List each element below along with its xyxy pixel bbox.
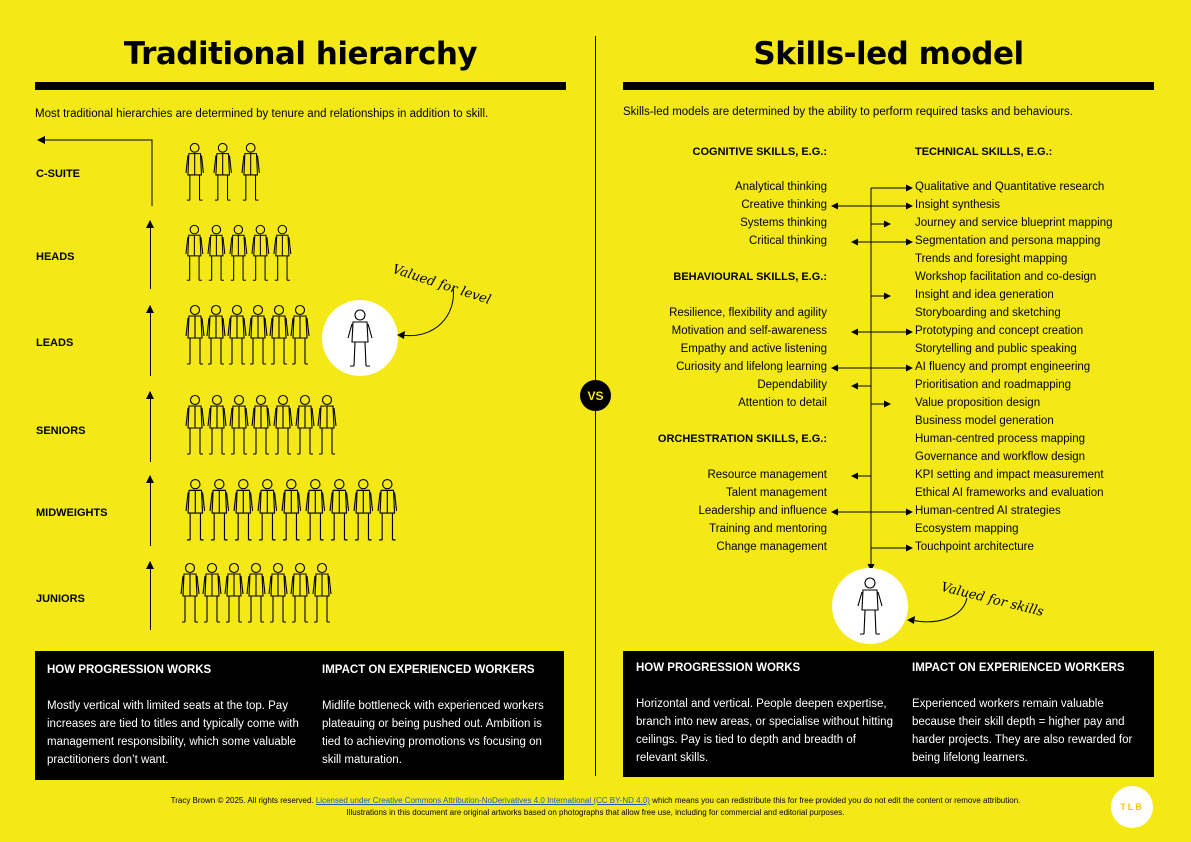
technical-skill-item: Journey and service blueprint mapping	[915, 217, 1113, 229]
footer	[0, 796, 1191, 805]
technical-skill-item: Touchpoint architecture	[915, 541, 1034, 553]
skill-resource-management: Resource management	[707, 469, 827, 481]
footer-license-note: which means you can redistribute this for free provided you do not edit the content or remove attribution.	[652, 796, 1021, 805]
skill-empathy: Empathy and active listening	[680, 343, 827, 355]
level-arrow-leads	[150, 306, 151, 376]
right-panel-text-impact: Experienced workers remain valuable because their skill depth = higher pay and harder projects. They are also rewarded for being lifelong learners.	[912, 698, 1133, 764]
left-panel-text-impact: Midlife bottleneck with experienced workers plateauing or being pushed out. Ambition is tied to achieving promotions vs focusing on skill maturation.	[322, 700, 544, 766]
level-juniors: JUNIORS	[36, 593, 85, 605]
technical-skill-item: Workshop facilitation and co-design	[915, 271, 1097, 283]
footer-illustration-note: Illustrations in this document are original artworks based on photographs that allow free use, including for commercial and editorial purposes.	[346, 808, 845, 817]
level-c-suite: C-SUITE	[36, 168, 80, 180]
people-illustration-leads	[185, 302, 315, 372]
left-title-rule	[35, 82, 566, 90]
level-seniors: SENIORS	[36, 425, 86, 437]
people-illustration-c-suite	[185, 140, 275, 208]
right-panel-heading-progression: HOW PROGRESSION WORKS	[636, 662, 801, 674]
person-figure	[186, 396, 204, 455]
skill-motivation: Motivation and self-awareness	[671, 325, 827, 337]
level-leads: LEADS	[36, 337, 74, 349]
person-figure	[270, 306, 288, 365]
technical-skill-item: Ethical AI frameworks and evaluation	[915, 487, 1104, 499]
person-figure	[291, 306, 309, 365]
person-figure	[208, 396, 226, 455]
person-figure	[186, 306, 204, 365]
technical-skill-item: Insight and idea generation	[915, 289, 1054, 301]
right-title: Skills-led model	[753, 36, 1024, 72]
right-info-panel	[623, 651, 1154, 777]
technical-skill-item: Storyboarding and sketching	[915, 307, 1061, 319]
person-figure	[330, 480, 349, 540]
technical-skill-item: Prioritisation and roadmapping	[915, 379, 1071, 391]
person-figure	[228, 306, 246, 365]
technical-skill-item: Human-centred AI strategies	[915, 505, 1061, 517]
technical-skill-item: Value proposition design	[915, 397, 1041, 409]
behavioural-skills-heading: BEHAVIOURAL SKILLS, E.G.:	[673, 271, 827, 283]
person-figure	[306, 480, 325, 540]
person-figure	[208, 225, 225, 280]
right-panel-text-progression: Horizontal and vertical. People deepen expertise, branch into new areas, or specialise without hitting ceilings. Pay is tied to depth and breadth of relevant skills.	[636, 698, 893, 764]
person-figure	[249, 306, 267, 365]
technical-skill-item: Insight synthesis	[915, 199, 1001, 211]
technical-skill-item: Segmentation and persona mapping	[915, 235, 1101, 247]
person-figure	[247, 564, 265, 623]
right-panel-heading-impact: IMPACT ON EXPERIENCED WORKERS	[912, 662, 1125, 674]
person-figure	[269, 564, 287, 623]
person-figure	[225, 564, 243, 623]
person-figure	[186, 225, 203, 280]
person-figure	[313, 564, 331, 623]
technical-skill-item: KPI setting and impact measurement	[915, 469, 1104, 481]
person-figure	[282, 480, 301, 540]
technical-skill-item: Governance and workflow design	[915, 451, 1086, 463]
people-illustration-seniors	[185, 392, 345, 462]
left-intro: Most traditional hierarchies are determined by tenure and relationships in addition to skill.	[35, 108, 489, 120]
technical-skill-item: AI fluency and prompt engineering	[915, 361, 1091, 373]
skill-attention-to-detail: Attention to detail	[738, 397, 827, 409]
person-figure	[230, 225, 247, 280]
person-figure	[203, 564, 221, 623]
person-illustration	[340, 306, 380, 370]
skill-dependability: Dependability	[757, 379, 827, 391]
skill-resilience: Resilience, flexibility and agility	[669, 307, 827, 319]
skill-training: Training and mentoring	[709, 523, 827, 535]
left-panel-heading-impact: IMPACT ON EXPERIENCED WORKERS	[322, 664, 535, 676]
left-info-panel	[35, 651, 564, 780]
person-figure	[258, 480, 277, 540]
valued-for-skills-label: Valued for skills	[939, 580, 1046, 621]
person-figure	[252, 396, 270, 455]
person-figure	[296, 396, 314, 455]
skill-talent-management: Talent management	[725, 487, 827, 499]
skill-change-management: Change management	[716, 541, 827, 553]
technical-skill-item: Human-centred process mapping	[915, 433, 1086, 445]
person-figure	[274, 396, 292, 455]
skill-analytical-thinking: Analytical thinking	[734, 181, 827, 193]
level-heads: HEADS	[36, 251, 75, 263]
left-panel-text-progression: Mostly vertical with limited seats at the top. Pay increases are tied to titles and typically come with management responsibility, which some valuable practitioners don’t want.	[47, 700, 299, 766]
people-illustration-heads	[185, 222, 305, 288]
technical-skill-item: Storytelling and public speaking	[915, 343, 1077, 355]
footer-copyright: Tracy Brown © 2025. All rights reserved.	[170, 796, 314, 805]
person-figure	[291, 564, 309, 623]
person-figure	[318, 396, 336, 455]
left-title: Traditional hierarchy	[123, 36, 478, 72]
person-figure	[234, 480, 253, 540]
vs-badge: VS	[580, 380, 611, 411]
valued-for-level-circle	[322, 300, 398, 376]
skill-curiosity: Curiosity and lifelong learning	[676, 361, 827, 373]
skill-creative-thinking: Creative thinking	[741, 199, 827, 211]
person-figure	[252, 225, 269, 280]
level-midweights: MIDWEIGHTS	[36, 507, 108, 519]
license-link[interactable]: Licensed under Creative Commons Attribution-NoDerivatives 4.0 International (CC BY-ND 4.0)	[315, 796, 650, 805]
valued-for-skills-circle	[832, 568, 908, 644]
person-figure	[354, 480, 373, 540]
orchestration-skills-heading: ORCHESTRATION SKILLS, E.G.:	[657, 433, 827, 445]
technical-skills-heading: TECHNICAL SKILLS, E.G.:	[915, 146, 1053, 158]
skill-systems-thinking: Systems thinking	[740, 217, 827, 229]
person-figure	[181, 564, 199, 623]
technical-skill-item: Business model generation	[915, 415, 1054, 427]
technical-skill-item: Ecosystem mapping	[915, 523, 1019, 535]
skill-leadership: Leadership and influence	[698, 505, 827, 517]
tlb-logo: TLB	[1111, 786, 1153, 828]
person-figure	[214, 143, 231, 200]
person-figure	[378, 480, 397, 540]
people-illustration-midweights	[185, 476, 405, 548]
person-figure	[186, 480, 205, 540]
person-illustration	[850, 574, 890, 638]
valued-for-level-label: Valued for level	[390, 262, 493, 308]
person-figure	[207, 306, 225, 365]
technical-skill-item: Qualitative and Quantitative research	[915, 181, 1105, 193]
technical-skill-item: Prototyping and concept creation	[915, 325, 1084, 337]
person-figure	[274, 225, 291, 280]
level-arrow-midweights	[150, 476, 151, 546]
person-figure	[210, 480, 229, 540]
person-figure	[230, 396, 248, 455]
person-figure	[186, 143, 203, 200]
people-illustration-juniors	[180, 560, 335, 630]
level-arrow-heads	[150, 221, 151, 289]
person-figure	[242, 143, 259, 200]
right-intro: Skills-led models are determined by the ability to perform required tasks and behaviours.	[623, 106, 1073, 118]
cognitive-skills-heading: COGNITIVE SKILLS, E.G.:	[692, 146, 827, 158]
right-title-rule	[623, 82, 1154, 90]
technical-skill-item: Trends and foresight mapping	[915, 253, 1068, 265]
skills-connector-arrows	[828, 180, 918, 580]
left-panel-heading-progression: HOW PROGRESSION WORKS	[47, 664, 212, 676]
level-arrow-juniors	[150, 562, 151, 630]
skill-critical-thinking: Critical thinking	[749, 235, 827, 247]
level-arrow-seniors	[150, 392, 151, 462]
